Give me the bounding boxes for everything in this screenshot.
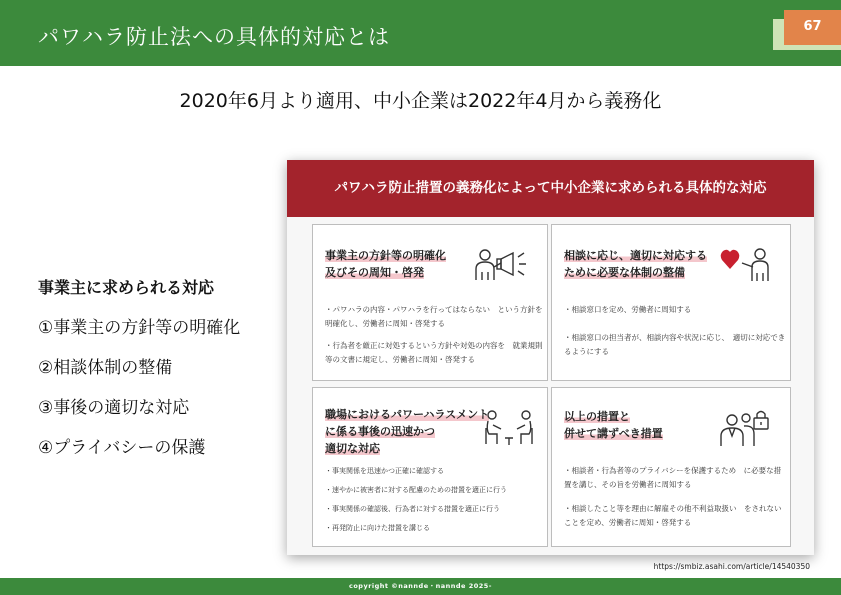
card-title [564, 408, 663, 442]
card-policy-clarification [312, 224, 548, 381]
page-number-badge: 67 [784, 10, 841, 45]
source-url: https://smbiz.asahi.com/article/14540350 [653, 562, 810, 571]
bullet: ・相談したこと等を理由に解雇その他不利益取扱い をされないことを定め、労働者に周知・啓発する [564, 504, 782, 527]
card-body [325, 464, 545, 543]
card-title-line: 適切な対応 [325, 442, 380, 455]
consultation-icon [483, 408, 535, 446]
list-item: ②相談体制の整備 [38, 358, 173, 378]
bullet: ・パワハラの内容・パワハラを行ってはならない という方針を明確化し、労働者に周知・啓発する [325, 305, 543, 328]
infographic-image [287, 160, 814, 555]
bullet: ・事実関係を迅速かつ正確に確認する [325, 467, 444, 475]
list-item: ①事業主の方針等の明確化 [38, 318, 241, 338]
card-body [564, 464, 788, 538]
footer-copyright: copyright ©nannde・nannde 2025- [0, 578, 841, 595]
card-title-line: 相談に応じ、適切に対応する [564, 249, 707, 262]
heart-helper-icon [720, 245, 778, 285]
bullet: ・相談者・行為者等のプライバシーを保護するため に必要な措置を講じ、その旨を労働者に周知する [564, 466, 782, 489]
card-title [325, 406, 489, 457]
list-item: ③事後の適切な対応 [38, 398, 190, 418]
bullet: ・事実関係の確認後、行為者に対する措置を適正に行う [325, 505, 500, 513]
card-title [564, 247, 707, 281]
card-consultation-system [551, 224, 791, 381]
infographic-title: パワハラ防止措置の義務化によって中小企業に求められる具体的な対応 [287, 160, 814, 217]
card-title-line: に係る事後の迅速かつ [325, 425, 435, 438]
bullet: ・速やかに被害者に対する配慮のための措置を適正に行う [325, 486, 507, 494]
slide-subtitle: 2020年6月より適用、中小企業は2022年4月から義務化 [179, 90, 662, 112]
title-bar [0, 0, 841, 66]
card-title-line: 以上の措置と [564, 410, 630, 423]
employer-response-list [38, 275, 240, 473]
list-item: ④プライバシーの保護 [38, 438, 206, 458]
card-body [325, 303, 543, 375]
bullet: ・行為者を厳正に対処するという方針や対処の内容を 就業規則等の文書に規定し、労働者に周知・啓発する [325, 341, 543, 364]
card-title-line: 事業主の方針等の明確化 [325, 249, 446, 262]
card-title-line: 併せて講ずべき措置 [564, 427, 663, 440]
megaphone-person-icon [473, 245, 535, 285]
card-post-incident-response [312, 387, 548, 547]
card-additional-measures [551, 387, 791, 547]
privacy-lock-icon [716, 406, 774, 448]
bullet: ・再発防止に向けた措置を講じる [325, 524, 430, 532]
card-title-line: ために必要な体制の整備 [564, 266, 685, 279]
card-title [325, 247, 446, 281]
slide-title: パワハラ防止法への具体的対応とは [38, 25, 390, 49]
bullet: ・相談窓口の担当者が、相談内容や状況に応じ、 適切に対応できるようにする [564, 333, 786, 356]
card-body [564, 303, 786, 367]
card-title-line: 及びその周知・啓発 [325, 266, 424, 279]
card-title-line: 職場におけるパワーハラスメント [325, 408, 490, 421]
list-heading: 事業主に求められる対応 [38, 278, 215, 297]
bullet: ・相談窓口を定め、労働者に周知する [564, 305, 692, 314]
